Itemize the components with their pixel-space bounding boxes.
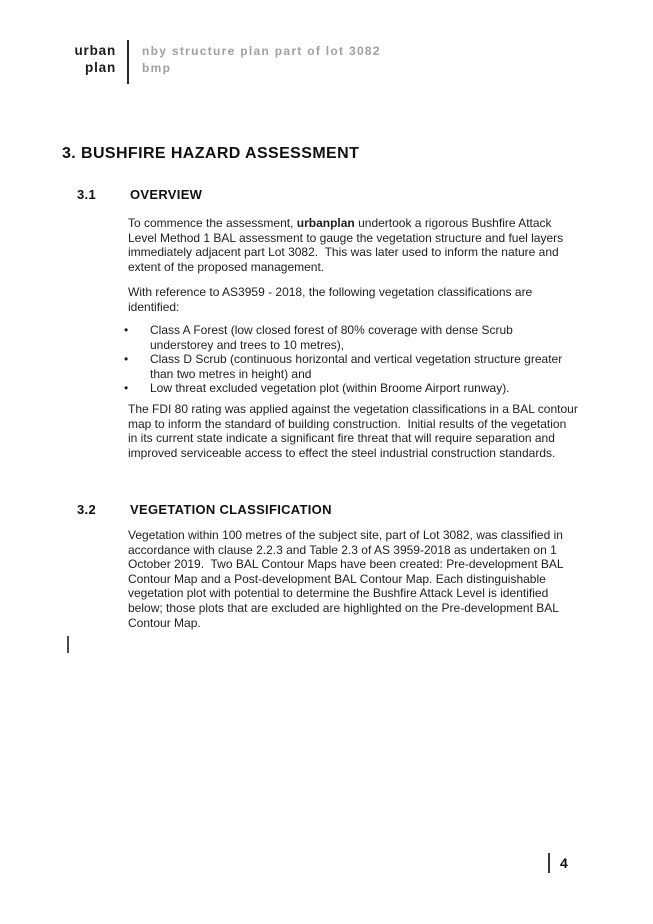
list-item-text: Low threat excluded vegetation plot (within Broome Airport runway). [150,381,510,396]
overview-paragraph-1-pre: To commence the assessment, [128,216,297,230]
section-3-2-heading [77,502,332,517]
header-subtitle [142,43,381,76]
logo-line-urban: urban [74,43,116,58]
urbanplan-inline-bold: urbanplan [296,216,355,230]
section-3-1-title: OVERVIEW [130,187,203,202]
overview-paragraph-1 [128,216,578,274]
overview-paragraph-3: The FDI 80 rating was applied against the vegetation classifications in a BAL contour map to inform the standard of building construction. Initial results of the vegetation in its current state indicate a significant fire threat that will require separation and improved serviceable access to effect the steel industrial construction standards. [128,402,582,460]
bullet-icon: • [124,323,129,337]
section-3-1-number: 3.1 [77,187,96,202]
list-item-text: Class D Scrub (continuous horizontal and vertical vegetation structure greater than two metres in height) and [150,352,563,381]
section-3-2-number: 3.2 [77,502,96,517]
bullet-icon: • [124,381,129,396]
section-3-1-heading [77,187,202,202]
footer-divider [548,853,550,873]
overview-paragraph-1-post: undertook a rigorous Bushfire Attack Level Method 1 BAL assessment to gauge the vegetation structure and fuel layers immediately adjacent part Lot 3082. This was later used to inform the nature and extent of the proposed management. [128,216,567,274]
list-item-text: Class A Forest (low closed forest of 80% coverage with dense Scrub understorey and trees to 10 metres), [150,323,513,352]
urbanplan-logo [58,43,116,76]
vegetation-paragraph-1: Vegetation within 100 metres of the subject site, part of Lot 3082, was classified in accordance with clause 2.2.3 and Table 2.3 of AS 3959-2018 as undertaken on 1 October 2019. Two BAL Contour Maps have been created: Pre-development BAL Contour Map and a Post-development BAL Contour Map. Each distinguishable vegetation plot with potential to determine the Bushfire Attack Level is identified below; those plots that are excluded are highlighted on the Pre-development BAL Contour Map. [128,528,567,630]
page-number: 4 [560,855,568,871]
list-item [122,352,578,381]
header-subtitle-line1: nby structure plan part of lot 3082 [142,44,381,58]
header-subtitle-line2: bmp [142,60,172,75]
header-divider [127,40,129,84]
bullet-icon: • [124,352,129,367]
vegetation-classification-list [122,323,578,396]
list-item [122,323,578,352]
list-item [122,381,578,396]
chapter-heading: 3. BUSHFIRE HAZARD ASSESSMENT [62,145,360,162]
overview-paragraph-2: With reference to AS3959 - 2018, the following vegetation classifications are identified: [128,285,536,314]
text-cursor [67,636,69,653]
section-3-2-title: VEGETATION CLASSIFICATION [130,502,332,517]
logo-line-plan: plan [85,59,116,75]
